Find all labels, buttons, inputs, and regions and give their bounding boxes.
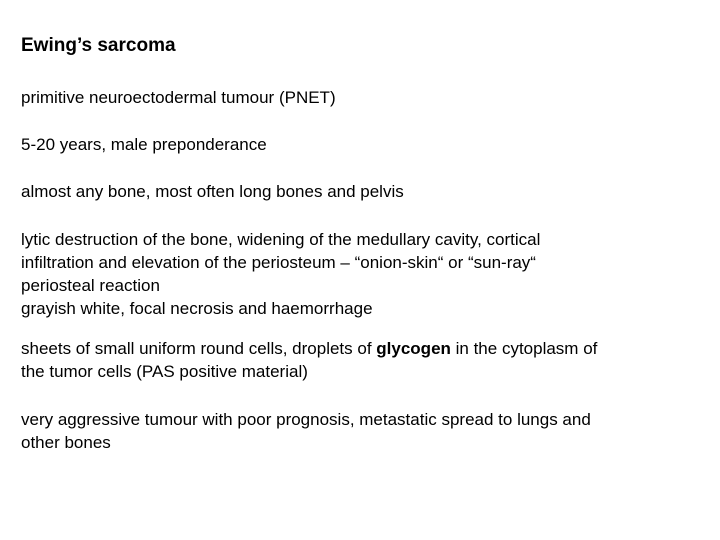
gross-appearance-line: grayish white, focal necrosis and haemorrhage bbox=[21, 299, 373, 318]
prognosis-line-1: very aggressive tumour with poor prognosis, metastatic spread to lungs and bbox=[21, 410, 591, 429]
definition-text bbox=[21, 86, 711, 109]
slide-title: Ewing’s sarcoma bbox=[21, 35, 176, 56]
radiology-line-2: infiltration and elevation of the periosteum – “onion-skin“ or “sun-ray“ bbox=[21, 253, 536, 272]
histology-text-part-2: in the cytoplasm of bbox=[450, 339, 598, 358]
radiology-line-1: lytic destruction of the bone, widening of the medullary cavity, cortical bbox=[21, 230, 541, 249]
prognosis-text bbox=[21, 408, 711, 454]
radiology-line-3: periosteal reaction bbox=[21, 276, 160, 295]
glycogen-bold-text: glycogen bbox=[376, 339, 451, 358]
definition-line: primitive neuroectodermal tumour (PNET) bbox=[21, 88, 336, 107]
location-line: almost any bone, most often long bones and pelvis bbox=[21, 182, 404, 201]
age-line: 5-20 years, male preponderance bbox=[21, 135, 267, 154]
radiology-text bbox=[21, 228, 711, 320]
histology-line-2: the tumor cells (PAS positive material) bbox=[21, 362, 308, 381]
histology-text bbox=[21, 337, 711, 383]
age-text bbox=[21, 133, 711, 156]
location-text bbox=[21, 180, 711, 203]
prognosis-line-2: other bones bbox=[21, 433, 111, 452]
histology-line-1 bbox=[21, 337, 711, 360]
histology-text-part-1: sheets of small uniform round cells, droplets of bbox=[21, 339, 377, 358]
